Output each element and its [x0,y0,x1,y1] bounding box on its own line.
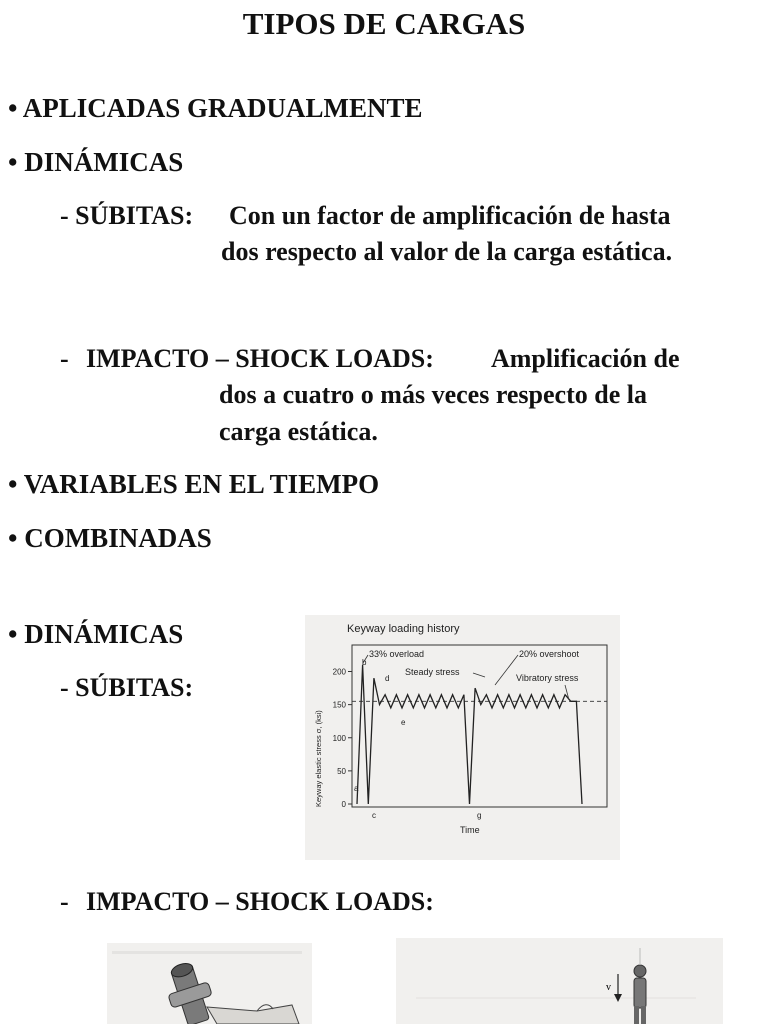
impact-prefix: - [60,344,69,373]
impact-text-line-1: Amplificación de [491,344,680,373]
y-tick-label: 200 [332,667,346,677]
chart-title: Keyway loading history [347,623,460,635]
y-tick-label: 150 [332,700,346,710]
subitas-label: - SÚBITAS: [60,201,194,230]
annotation-overshoot: 20% overshoot [519,649,580,659]
subitas-text-line-2: dos respecto al valor de la carga estática. [221,237,673,266]
impact-text-line-3: carga estática. [219,417,378,446]
point-label-d: d [385,674,390,683]
chart-y-axis-label: Keyway elastic stress σ, (ksi) [314,710,323,807]
velocity-label: v [606,982,611,993]
impact-label: IMPACTO – SHOCK LOADS: [86,344,434,373]
impact-label-2: IMPACTO – SHOCK LOADS: [86,887,434,916]
bullet-gradual: • APLICADAS GRADUALMENTE [8,93,423,123]
keyway-chart [305,615,620,860]
point-label-b: b [362,658,367,667]
point-label-a: a [354,784,359,793]
bullet-variable: • VARIABLES EN EL TIEMPO [8,469,380,499]
bullet-dynamic-2: • DINÁMICAS [8,619,184,649]
y-tick-label: 50 [337,766,346,776]
overshoot-leader [495,655,518,685]
hammer-icon [107,943,312,1024]
subitas-text-line-1: Con un factor de amplificación de hasta [229,201,671,230]
subitas-label-2: - SÚBITAS: [60,673,194,702]
point-label-e: e [401,718,406,727]
annotation-steady-stress: Steady stress [405,667,460,677]
annotation-overload: 33% overload [369,649,425,659]
page-title: TIPOS DE CARGAS [242,6,526,41]
person-icon [396,938,723,1024]
y-tick-label: 0 [341,800,346,809]
bullet-combined: • COMBINADAS [8,523,212,553]
chart-x-axis-label: Time [460,825,480,835]
impact-text-line-2: dos a cuatro o más veces respecto de la [219,380,647,409]
annotation-vibratory-stress: Vibratory stress [516,673,579,683]
steady-stress-leader [473,673,485,677]
hammer-figure [107,943,312,1024]
y-tick-label: 100 [332,733,346,743]
chart-plot-frame [352,645,607,807]
keyway-chart-figure [305,615,620,860]
point-label-c: c [372,811,376,820]
falling-person-figure [396,938,723,1024]
impact-prefix-2: - [60,887,69,916]
bullet-dynamic: • DINÁMICAS [8,147,184,177]
point-label-g: g [477,811,482,820]
stress-series-line [357,665,582,804]
